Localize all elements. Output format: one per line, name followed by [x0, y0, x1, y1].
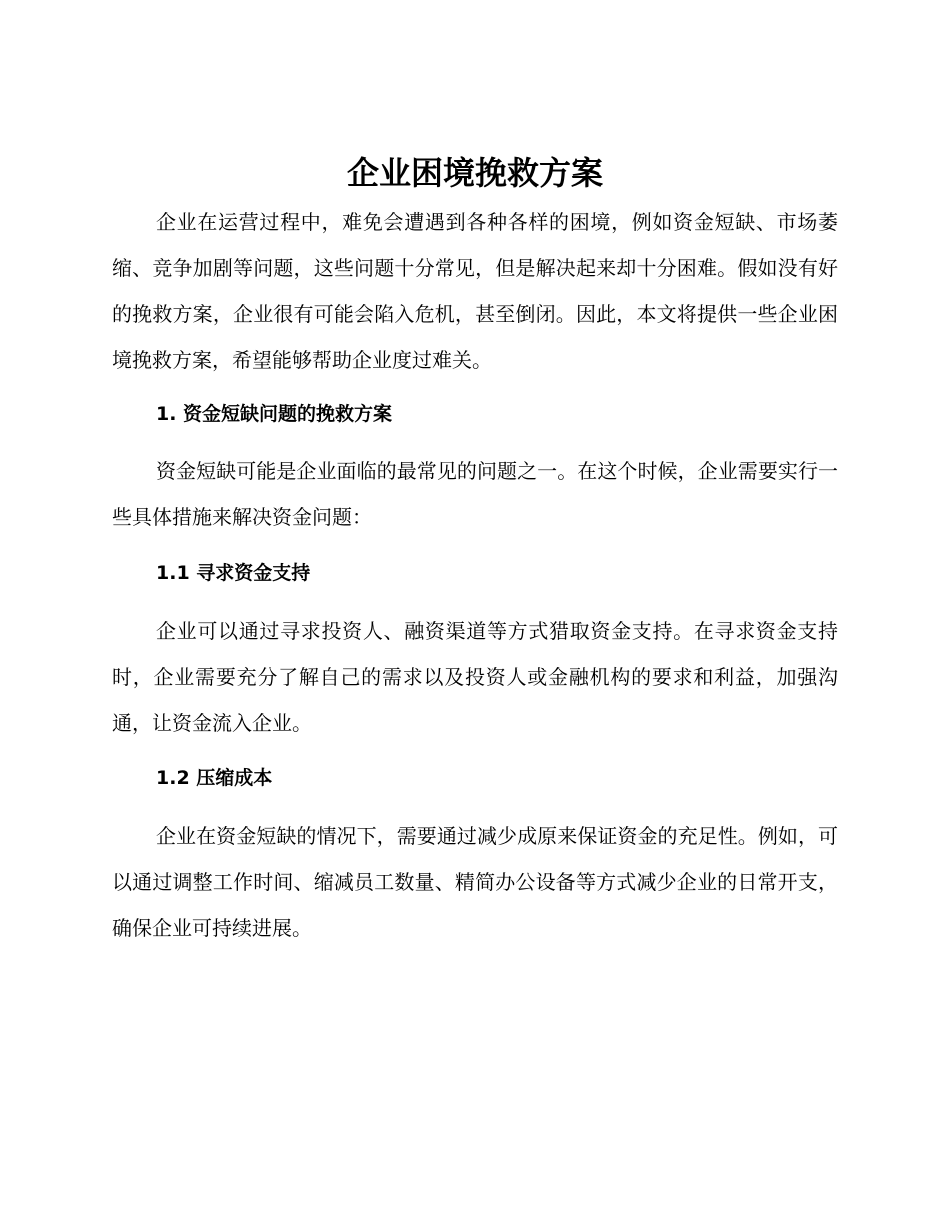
section-1-1-paragraph: 企业可以通过寻求投资人、融资渠道等方式猎取资金支持。在寻求资金支持时，企业需要充分了解自己的需求以及投资人或金融机构的要求和利益，加强沟通，让资金流入企业。	[112, 619, 838, 735]
section-1-1-heading: 1.1 寻求资金支持	[156, 562, 311, 584]
section-1-paragraph: 资金短缺可能是企业面临的最常见的问题之一。在这个时候，企业需要实行一些具体措施来解决资金问题：	[112, 459, 838, 529]
document-title: 企业困境挽救方案	[346, 154, 603, 192]
section-1-2-paragraph: 企业在资金短缺的情况下，需要通过减少成原来保证资金的充足性。例如，可以通过调整工作时间、缩减员工数量、精简办公设备等方式减少企业的日常开支，确保企业可持续进展。	[112, 824, 838, 940]
section-1-heading: 1. 资金短缺问题的挽救方案	[156, 403, 393, 425]
section-1-2-heading: 1.2 压缩成本	[156, 767, 273, 789]
intro-paragraph: 企业在运营过程中，难免会遭遇到各种各样的困境，例如资金短缺、市场萎缩、竞争加剧等问题，这些问题十分常见，但是解决起来却十分困难。假如没有好的挽救方案，企业很有可能会陷入危机，甚至倒闭。因此，本文将提供一些企业困境挽救方案，希望能够帮助企业度过难关。	[112, 210, 838, 372]
